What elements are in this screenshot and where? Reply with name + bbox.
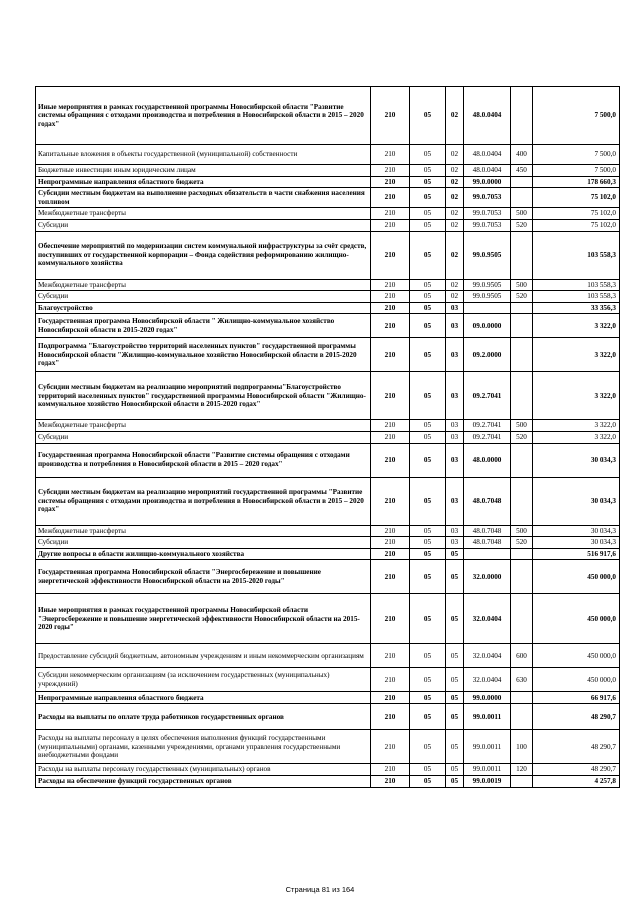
- row-pr: 05: [410, 775, 446, 787]
- row-sum: 66 917,6: [533, 692, 620, 704]
- row-rz: 210: [371, 594, 410, 644]
- table-row: [36, 165, 620, 177]
- row-sub: 05: [446, 692, 464, 704]
- row-sub: 02: [446, 188, 464, 208]
- row-pr: 05: [410, 704, 446, 730]
- row-pr: 05: [410, 764, 446, 776]
- row-sub: 02: [446, 208, 464, 220]
- row-sub: 05: [446, 548, 464, 560]
- row-sum: 450 000,0: [533, 560, 620, 594]
- row-pr: 05: [410, 560, 446, 594]
- row-sub: 03: [446, 431, 464, 443]
- row-name: Государственная программа Новосибирской области " Жилищно-коммунальное хозяйство Новосибирской области в 2015-2020 годах": [36, 314, 371, 338]
- row-rz: 210: [371, 704, 410, 730]
- row-name: Благоустройство: [36, 302, 371, 314]
- row-csr: 99.0.0011: [464, 704, 511, 730]
- row-name: Субсидии некоммерческим организациям (за исключением государственных (муниципальных) учреждений): [36, 668, 371, 692]
- row-vr: 500: [511, 208, 533, 220]
- row-pr: 05: [410, 188, 446, 208]
- row-csr: 48.0.7048: [464, 525, 511, 537]
- row-sub: 03: [446, 537, 464, 549]
- row-csr: 99.0.7053: [464, 208, 511, 220]
- row-sub: 05: [446, 668, 464, 692]
- table-row: [36, 560, 620, 594]
- row-vr: 630: [511, 668, 533, 692]
- row-rz: 210: [371, 668, 410, 692]
- row-csr: 09.2.7041: [464, 372, 511, 420]
- row-sub: 03: [446, 338, 464, 372]
- row-sum: 3 322,0: [533, 420, 620, 432]
- row-sub: 05: [446, 704, 464, 730]
- row-name: Субсидии местным бюджетам на выполнение расходных обязательств в части снабжения населения топливом: [36, 188, 371, 208]
- table-row: [36, 431, 620, 443]
- table-row: [36, 594, 620, 644]
- row-csr: 99.0.0000: [464, 176, 511, 188]
- row-sum: 103 558,3: [533, 279, 620, 291]
- row-name: Субсидии: [36, 291, 371, 303]
- row-rz: 210: [371, 692, 410, 704]
- row-sub: 02: [446, 279, 464, 291]
- table-row: [36, 338, 620, 372]
- row-rz: 210: [371, 477, 410, 525]
- row-name: Расходы на выплаты по оплате труда работников государственных органов: [36, 704, 371, 730]
- row-pr: 05: [410, 548, 446, 560]
- row-rz: 210: [371, 730, 410, 764]
- row-rz: 210: [371, 231, 410, 279]
- row-pr: 05: [410, 644, 446, 668]
- row-csr: 99.0.7053: [464, 188, 511, 208]
- row-name: Межбюджетные трансферты: [36, 420, 371, 432]
- row-pr: 05: [410, 145, 446, 165]
- row-name: Государственная программа Новосибирской области "Энергосбережение и повышение энергетической эффективности Новосибирской области на 2015-2020 годы": [36, 560, 371, 594]
- row-name: Непрограммные направления областного бюджета: [36, 692, 371, 704]
- row-pr: 05: [410, 420, 446, 432]
- row-rz: 210: [371, 775, 410, 787]
- row-vr: [511, 314, 533, 338]
- row-sub: 03: [446, 372, 464, 420]
- row-csr: 99.0.0019: [464, 775, 511, 787]
- row-sum: 75 102,0: [533, 188, 620, 208]
- row-sub: 05: [446, 730, 464, 764]
- row-sum: 3 322,0: [533, 431, 620, 443]
- row-vr: [511, 372, 533, 420]
- row-vr: 520: [511, 219, 533, 231]
- row-csr: 99.0.0011: [464, 764, 511, 776]
- row-csr: 32.0.0404: [464, 644, 511, 668]
- row-name: Иные мероприятия в рамках государственной программы Новосибирской области "Энергосбережение и повышение энергетической эффективности Новосибирской области на 2015- 2020 годы": [36, 594, 371, 644]
- row-sub: 02: [446, 176, 464, 188]
- row-vr: [511, 87, 533, 145]
- row-name: Иные мероприятия в рамках государственной программы Новосибирской области "Развитие системы обращения с отходами производства и потребления в Новосибирской области в 2015 – 2020 годах": [36, 87, 371, 145]
- row-csr: [464, 548, 511, 560]
- row-sub: 05: [446, 775, 464, 787]
- row-csr: 99.0.9505: [464, 291, 511, 303]
- table-row: [36, 477, 620, 525]
- row-vr: 100: [511, 730, 533, 764]
- row-rz: 210: [371, 314, 410, 338]
- row-pr: 05: [410, 302, 446, 314]
- row-pr: 05: [410, 338, 446, 372]
- row-sum: 7 500,0: [533, 87, 620, 145]
- row-rz: 210: [371, 165, 410, 177]
- row-rz: 210: [371, 279, 410, 291]
- table-row: [36, 525, 620, 537]
- row-pr: 05: [410, 231, 446, 279]
- row-name: Межбюджетные трансферты: [36, 208, 371, 220]
- table-row: [36, 188, 620, 208]
- row-vr: [511, 704, 533, 730]
- row-sum: 7 500,0: [533, 145, 620, 165]
- row-vr: [511, 560, 533, 594]
- row-sub: 02: [446, 291, 464, 303]
- row-pr: 05: [410, 525, 446, 537]
- table-row: [36, 644, 620, 668]
- table-row: [36, 291, 620, 303]
- row-sum: 75 102,0: [533, 219, 620, 231]
- row-csr: [464, 302, 511, 314]
- row-name: Субсидии: [36, 219, 371, 231]
- row-rz: 210: [371, 644, 410, 668]
- row-sum: 178 660,3: [533, 176, 620, 188]
- table-row: [36, 420, 620, 432]
- row-sum: 3 322,0: [533, 372, 620, 420]
- row-pr: 05: [410, 431, 446, 443]
- row-name: Расходы на выплаты персоналу государственных (муниципальных) органов: [36, 764, 371, 776]
- table-row: [36, 704, 620, 730]
- row-sum: 7 500,0: [533, 165, 620, 177]
- row-name: Подпрограмма "Благоустройство территорий населенных пунктов" государственной программы Новосибирской области "Жилищно-коммунальное хозяйство Новосибирской области в 2015-2020 годах": [36, 338, 371, 372]
- row-vr: [511, 231, 533, 279]
- row-rz: 210: [371, 764, 410, 776]
- page-footer: Страница 81 из 164: [285, 885, 355, 894]
- row-name: Расходы на выплаты персоналу в целях обеспечения выполнения функций государственными (муниципальными) органами, казенными учреждениями, органами управления государственными внебюджетными фондами: [36, 730, 371, 764]
- table-row: [36, 764, 620, 776]
- row-sum: 4 257,8: [533, 775, 620, 787]
- table-row: [36, 279, 620, 291]
- row-pr: 05: [410, 477, 446, 525]
- row-rz: 210: [371, 537, 410, 549]
- row-pr: 05: [410, 208, 446, 220]
- table-row: [36, 775, 620, 787]
- row-name: Непрограммные направления областного бюджета: [36, 176, 371, 188]
- row-rz: 210: [371, 208, 410, 220]
- table-row: [36, 443, 620, 477]
- row-csr: 48.0.7048: [464, 537, 511, 549]
- row-vr: [511, 775, 533, 787]
- row-sub: 03: [446, 477, 464, 525]
- row-sum: 30 034,3: [533, 537, 620, 549]
- row-rz: 210: [371, 87, 410, 145]
- row-rz: 210: [371, 372, 410, 420]
- row-vr: [511, 692, 533, 704]
- row-sub: 05: [446, 764, 464, 776]
- table-row: [36, 548, 620, 560]
- row-sub: 03: [446, 420, 464, 432]
- row-rz: 210: [371, 420, 410, 432]
- row-sum: 516 917,6: [533, 548, 620, 560]
- row-name: Субсидии местным бюджетам на реализацию мероприятий государственной программы "Развитие системы обращения с отходами производства и потребления в Новосибирской области в 2015 – 2020 годах": [36, 477, 371, 525]
- table-row: [36, 219, 620, 231]
- row-sum: 30 034,3: [533, 443, 620, 477]
- row-pr: 05: [410, 730, 446, 764]
- row-csr: 32.0.0404: [464, 668, 511, 692]
- row-csr: 48.0.0404: [464, 145, 511, 165]
- table-row: [36, 302, 620, 314]
- row-csr: 09.2.7041: [464, 420, 511, 432]
- row-vr: 600: [511, 644, 533, 668]
- table-row: [36, 692, 620, 704]
- row-csr: 99.0.9505: [464, 279, 511, 291]
- row-vr: [511, 338, 533, 372]
- row-pr: 05: [410, 279, 446, 291]
- row-sub: 02: [446, 165, 464, 177]
- row-vr: [511, 176, 533, 188]
- row-sum: 48 290,7: [533, 704, 620, 730]
- row-vr: [511, 548, 533, 560]
- row-sub: 05: [446, 594, 464, 644]
- row-csr: 32.0.0404: [464, 594, 511, 644]
- table-row: [36, 314, 620, 338]
- table-row: [36, 208, 620, 220]
- row-name: Субсидии местным бюджетам на реализацию мероприятий подпрограммы"Благоустройство территорий населенных пунктов" государственной программы Новосибирской области "Жилищно-коммунальное хозяйство Новосибирской области в 2015-2020 годах": [36, 372, 371, 420]
- row-sum: 3 322,0: [533, 338, 620, 372]
- row-rz: 210: [371, 525, 410, 537]
- table-row: [36, 231, 620, 279]
- row-rz: 210: [371, 176, 410, 188]
- row-pr: 05: [410, 594, 446, 644]
- row-name: Межбюджетные трансферты: [36, 279, 371, 291]
- row-sub: 03: [446, 302, 464, 314]
- row-sum: 3 322,0: [533, 314, 620, 338]
- row-vr: 520: [511, 291, 533, 303]
- row-sum: 48 290,7: [533, 730, 620, 764]
- row-pr: 05: [410, 314, 446, 338]
- row-sub: 02: [446, 219, 464, 231]
- row-pr: 05: [410, 668, 446, 692]
- row-rz: 210: [371, 302, 410, 314]
- row-rz: 210: [371, 431, 410, 443]
- row-csr: 48.0.7048: [464, 477, 511, 525]
- budget-table-body: [36, 87, 620, 788]
- row-sub: 05: [446, 644, 464, 668]
- row-pr: 05: [410, 219, 446, 231]
- row-csr: 48.0.0000: [464, 443, 511, 477]
- row-rz: 210: [371, 219, 410, 231]
- row-csr: 48.0.0404: [464, 87, 511, 145]
- row-sub: 03: [446, 443, 464, 477]
- row-sum: 450 000,0: [533, 668, 620, 692]
- row-pr: 05: [410, 692, 446, 704]
- row-pr: 05: [410, 165, 446, 177]
- row-sub: 03: [446, 314, 464, 338]
- row-sum: 103 558,3: [533, 231, 620, 279]
- budget-table: [35, 86, 620, 788]
- row-csr: 99.0.7053: [464, 219, 511, 231]
- row-sub: 02: [446, 231, 464, 279]
- table-row: [36, 730, 620, 764]
- row-name: Предоставление субсидий бюджетным, автономным учреждениям и иным некоммерческим организациям: [36, 644, 371, 668]
- row-vr: [511, 477, 533, 525]
- row-sum: 33 356,3: [533, 302, 620, 314]
- row-csr: 99.0.0011: [464, 730, 511, 764]
- row-name: Субсидии: [36, 537, 371, 549]
- row-rz: 210: [371, 145, 410, 165]
- row-vr: 500: [511, 420, 533, 432]
- row-sum: 30 034,3: [533, 477, 620, 525]
- row-name: Обеспечение мероприятий по модернизации систем коммунальной инфраструктуры за счёт средств, поступивших от государственной корпорации – Фонда содействия реформированию жилищно-коммунального хозяйства: [36, 231, 371, 279]
- row-rz: 210: [371, 548, 410, 560]
- row-name: Расходы на обеспечение функций государственных органов: [36, 775, 371, 787]
- row-sub: 03: [446, 525, 464, 537]
- table-row: [36, 537, 620, 549]
- row-name: Другие вопросы в области жилищно-коммунального хозяйства: [36, 548, 371, 560]
- row-pr: 05: [410, 372, 446, 420]
- row-vr: [511, 188, 533, 208]
- row-pr: 05: [410, 291, 446, 303]
- row-vr: [511, 594, 533, 644]
- row-csr: 09.2.0000: [464, 338, 511, 372]
- row-pr: 05: [410, 176, 446, 188]
- row-rz: 210: [371, 560, 410, 594]
- row-sum: 103 558,3: [533, 291, 620, 303]
- table-row: [36, 668, 620, 692]
- row-rz: 210: [371, 443, 410, 477]
- row-vr: 400: [511, 145, 533, 165]
- row-vr: [511, 302, 533, 314]
- row-csr: 32.0.0000: [464, 560, 511, 594]
- row-vr: 450: [511, 165, 533, 177]
- row-vr: 520: [511, 431, 533, 443]
- row-csr: 48.0.0404: [464, 165, 511, 177]
- row-rz: 210: [371, 188, 410, 208]
- row-rz: 210: [371, 291, 410, 303]
- row-name: Межбюджетные трансферты: [36, 525, 371, 537]
- row-rz: 210: [371, 338, 410, 372]
- row-sum: 48 290,7: [533, 764, 620, 776]
- row-name: Капитальные вложения в объекты государственной (муниципальной) собственности: [36, 145, 371, 165]
- table-row: [36, 372, 620, 420]
- row-sum: 75 102,0: [533, 208, 620, 220]
- row-sub: 05: [446, 560, 464, 594]
- row-csr: 99.0.0000: [464, 692, 511, 704]
- row-name: Бюджетные инвестиции иным юридическим лицам: [36, 165, 371, 177]
- row-vr: [511, 443, 533, 477]
- table-row: [36, 87, 620, 145]
- table-row: [36, 176, 620, 188]
- row-pr: 05: [410, 443, 446, 477]
- row-pr: 05: [410, 537, 446, 549]
- row-vr: 500: [511, 279, 533, 291]
- row-sum: 30 034,3: [533, 525, 620, 537]
- row-name: Субсидии: [36, 431, 371, 443]
- row-csr: 99.0.9505: [464, 231, 511, 279]
- row-sub: 02: [446, 145, 464, 165]
- row-vr: 520: [511, 537, 533, 549]
- row-sum: 450 000,0: [533, 644, 620, 668]
- row-sum: 450 000,0: [533, 594, 620, 644]
- row-name: Государственная программа Новосибирской области "Развитие системы обращения с отходами производства и потребления в Новосибирской области в 2015 – 2020 годах": [36, 443, 371, 477]
- row-pr: 05: [410, 87, 446, 145]
- row-sub: 02: [446, 87, 464, 145]
- row-vr: 500: [511, 525, 533, 537]
- row-vr: 120: [511, 764, 533, 776]
- row-csr: 09.0.0000: [464, 314, 511, 338]
- row-csr: 09.2.7041: [464, 431, 511, 443]
- table-row: [36, 145, 620, 165]
